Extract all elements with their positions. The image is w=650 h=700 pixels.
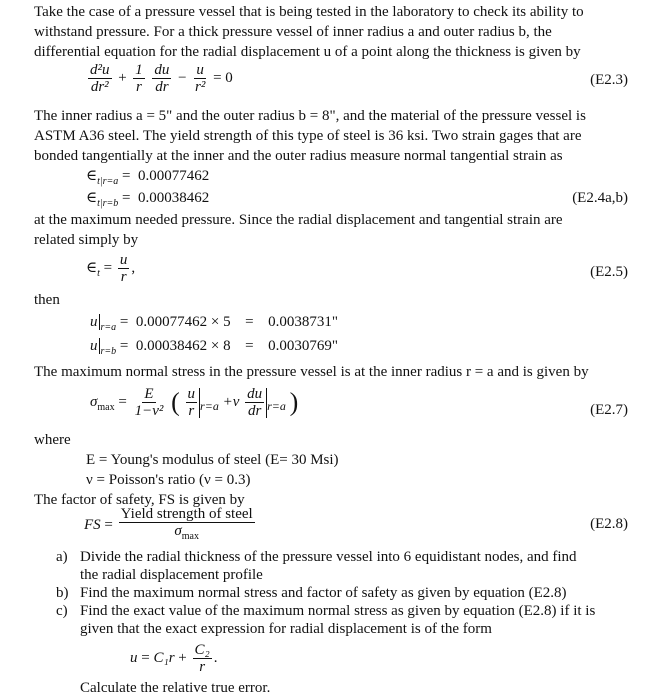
- equation-tag-e2-7: (E2.7): [590, 402, 628, 418]
- para2-line3: bonded tangentially at the inner and the outer radius measure normal tangential strain as: [34, 148, 563, 164]
- para1-line2: withstand pressure. For a thick pressure vessel of inner radius a and outer radius b, the: [34, 24, 552, 40]
- definition-poissons-ratio: ν = Poisson's ratio (ν = 0.3): [86, 472, 251, 488]
- final-instruction: Calculate the relative true error.: [80, 680, 271, 696]
- strain-inner: $\in_{t|r=a} = 0.00077462$: [86, 168, 210, 187]
- strain-outer: $\in_{t|r=b} = 0.00038462$: [86, 190, 210, 209]
- equation-e2-7: $\sigma_{max}$ = $\frac{E}{\text{1−ν²}}$ ( $\frac{u}{r}$ $_{r=a}$ +ν $\frac{du}{dr}$ $_{r=a}$ ): [90, 386, 299, 419]
- list-item-c: c) Find the exact value of the maximum normal stress as given by equation (E2.8) if it is given that the exact expression for radial displacement is of the form: [56, 603, 596, 637]
- para3-line1: at the maximum needed pressure. Since the radial displacement and tangential strain are: [34, 212, 563, 228]
- para1-line1: Take the case of a pressure vessel that is being tested in the laboratory to check its ability to: [34, 4, 584, 20]
- equation-e2-8: FS = $\frac{\text{Yield strength of steel}}{\sigma_{max}}$: [84, 506, 253, 542]
- list-item-a: a) Divide the radial thickness of the pressure vessel into 6 equidistant nodes, and find the radial displacement profile: [56, 549, 577, 583]
- factor-of-safety-intro: The factor of safety, FS is given by: [34, 492, 245, 508]
- equation-e2-5: $\in_t$ = $\frac{u}{r}$ ,: [86, 252, 136, 285]
- equation-tag-e2-5: (E2.5): [590, 264, 628, 280]
- para1-line3: differential equation for the radial displacement u of a point along the thickness is given by: [34, 44, 581, 60]
- equation-tag-e2-3: (E2.3): [590, 72, 628, 88]
- para2-line1: The inner radius a = 5" and the outer radius b = 8", and the material of the pressure vessel is: [34, 108, 586, 124]
- displacement-outer: u $_{r=b}$ = 0.00038462 × 8 = 0.0030769": [90, 338, 338, 357]
- equation-exact-displacement: u = C₁r + $\frac{\text{C₂}}{r}$ .: [130, 642, 218, 675]
- para2-line2: ASTM A36 steel. The yield strength of this type of steel is 36 ksi. Two strain gages that are: [34, 128, 582, 144]
- equation-tag-e2-8: (E2.8): [590, 516, 628, 532]
- where-text: where: [34, 432, 71, 448]
- equation-tag-e2-4: (E2.4a,b): [572, 190, 628, 206]
- para3-line2: related simply by: [34, 232, 139, 248]
- para4: The maximum normal stress in the pressure vessel is at the inner radius r = a and is given by: [34, 364, 589, 380]
- definition-youngs-modulus: E = Young's modulus of steel (E= 30 Msi): [86, 452, 339, 468]
- equation-e2-3: $\frac{\text{d²u}}{\text{dr²}}$ + $\frac{1}{r}$ $\frac{du}{dr}$ − $\frac{u}{\text{r²}}$ = 0: [90, 62, 233, 95]
- displacement-inner: u $_{r=a}$ = 0.00077462 × 5 = 0.0038731": [90, 314, 338, 333]
- list-item-b: b) Find the maximum normal stress and factor of safety as given by equation (E2.8): [56, 585, 567, 601]
- then-text: then: [34, 292, 60, 308]
